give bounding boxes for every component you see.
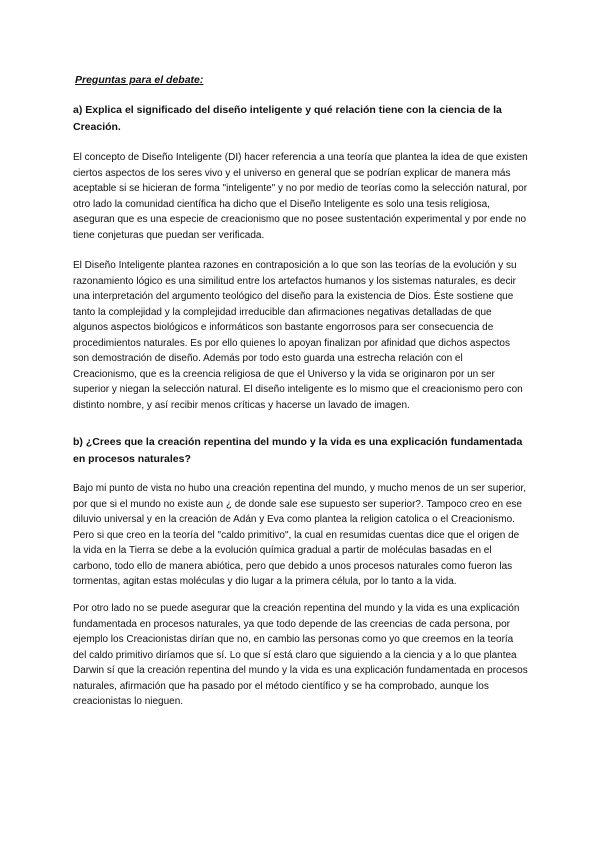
answer-b-paragraph-1: Bajo mi punto de vista no hubo una creación repentina del mundo, y mucho menos de un ser superior, por que si el mundo no existe aun ¿ de donde sale ese supuesto ser superior?. Tampoco creo en ese diluvio universal y en la creación de Adán y Eva como plantea la religion catolica o el Creacionismo. Pero si que creo en la teoría del "caldo primitivo", la cual en resumidas cuentas dice que el origen de la vida en la Tierra se debe a la evolución química gradual a partir de moléculas basadas en el carbono, todo ello de manera abiótica, pero que debido a unos procesos naturales como fueron las tormentas, agitan estas moléculas y dio lugar a la primera célula, por lo tanto a la vida. — [73, 483, 527, 587]
answer-b-paragraph-2: Por otro lado no se puede asegurar que la creación repentina del mundo y la vida es una explicación fundamentada en procesos naturales, ya que todo depende de las creencias de cada persona, por ejemplo los Creacionistas dirían que no, en cambio las personas como yo que creemos en la teoría del caldo primitivo diríamos que sí. Lo que sí está claro que siguiendo a la ciencia y a lo que plantea Darwin sí que la creación repentina del mundo y la vida es una explicación fundamentada en procesos naturales, afirmación que ha pasado por el método científico y se ha comprobado, aunque los creacionistas lo nieguen. — [73, 603, 528, 707]
page-heading: Preguntas para el debate: — [75, 74, 204, 86]
question-a: a) Explica el significado del diseño inteligente y qué relación tiene con la ciencia de la Creación. — [73, 104, 502, 133]
answer-a-paragraph-2: El Diseño Inteligente plantea razones en contraposición a lo que son las teorías de la evolución y su razonamiento lógico es una similitud entre los artefactos humanos y los sistemas naturales, es decir una interpretación del argumento teológico del diseño para la existencia de Dios. Éste sostiene que tanto la complejidad y la complejidad irreducible dan afirmaciones negativas detalladas de que algunos aspectos biológicos e informáticos son bastante engorrosos para ser consecuencia de procedimientos naturales. Es por ello quienes lo apoyan finalizan por afinidad que dichos aspectos son demostración de diseño. Además por todo esto guarda una estrecha relación con el Creacionismo, que es la creencia religiosa de que el Universo y la vida se originaron por un ser superior y niegan la selección natural. El diseño inteligente es lo mismo que el creacionismo pero con distinto nombre, y así recibir menos críticas y hacerse un lavado de imagen. — [73, 260, 523, 411]
answer-a-paragraph-1: El concepto de Diseño Inteligente (DI) hacer referencia a una teoría que plantea la idea de que existen ciertos aspectos de los seres vivo y el universo en general que se podrían explicar de manera más aceptable si se hicieran de forma "inteligente" y no por medio de teorías como la selección natural, por otro lado la comunidad científica ha dicho que el Diseño Inteligente es solo una tesis religiosa, aseguran que es una especie de creacionismo que no posee sustentación experimental y por ende no tiene conjeturas que puedan ser verificada. — [73, 152, 528, 241]
question-b: b) ¿Crees que la creación repentina del mundo y la vida es una explicación fundamentada en procesos naturales? — [73, 436, 523, 465]
